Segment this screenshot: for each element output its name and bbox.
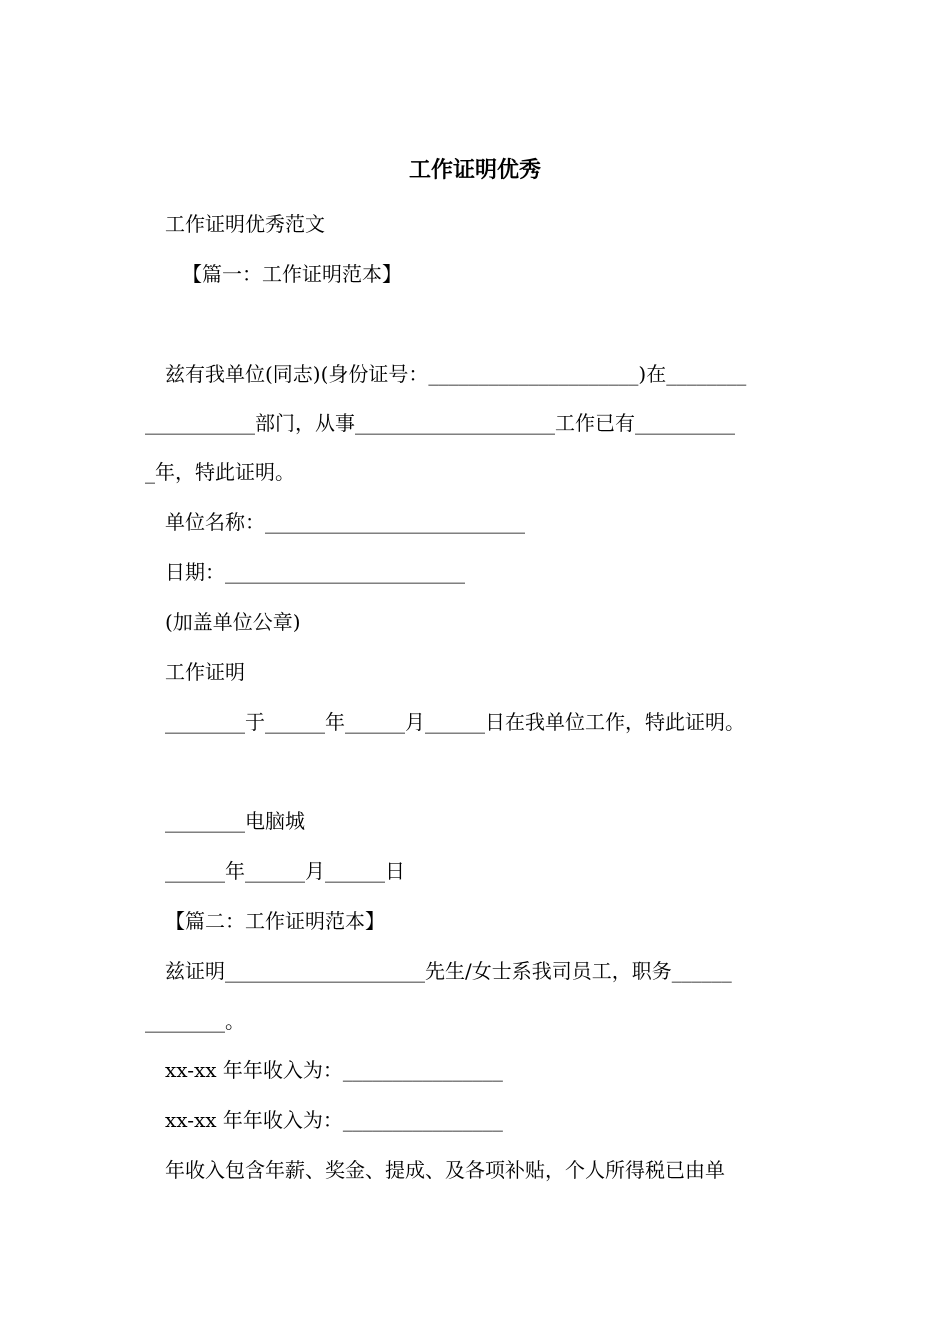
date-line: 日期：________________________ <box>165 560 465 584</box>
income-line: xx-xx 年年收入为：________________ <box>165 1108 503 1132</box>
paragraph-line: 兹有我单位(同志)(身份证号：_____________________)在________ <box>165 362 747 386</box>
signature-company-line: ________电脑城 <box>165 809 305 833</box>
paragraph-line: ________于______年______月______日在我单位工作，特此证明。 <box>165 710 745 734</box>
subtitle-line: 工作证明优秀范文 <box>165 212 325 236</box>
unit-name-line: 单位名称：__________________________ <box>165 510 525 534</box>
signature-date-line: ______年______月______日 <box>165 859 405 883</box>
seal-note-line: (加盖单位公章) <box>165 610 301 634</box>
section-heading-2: 【篇二：工作证明范本】 <box>165 909 385 933</box>
income-line: xx-xx 年年收入为：________________ <box>165 1058 503 1082</box>
paragraph-line: ___________部门，从事____________________工作已有__________ <box>145 411 735 435</box>
paragraph-line: ________。 <box>145 1009 245 1033</box>
document-title: 工作证明优秀 <box>408 157 541 183</box>
paragraph-line: 兹证明____________________先生/女士系我司员工，职务______ <box>165 959 732 983</box>
certificate-heading: 工作证明 <box>165 660 245 684</box>
paragraph-line: _年，特此证明。 <box>145 460 295 484</box>
paragraph-line: 年收入包含年薪、奖金、提成、及各项补贴，个人所得税已由单 <box>165 1158 725 1182</box>
section-heading-1: 【篇一：工作证明范本】 <box>182 262 402 286</box>
